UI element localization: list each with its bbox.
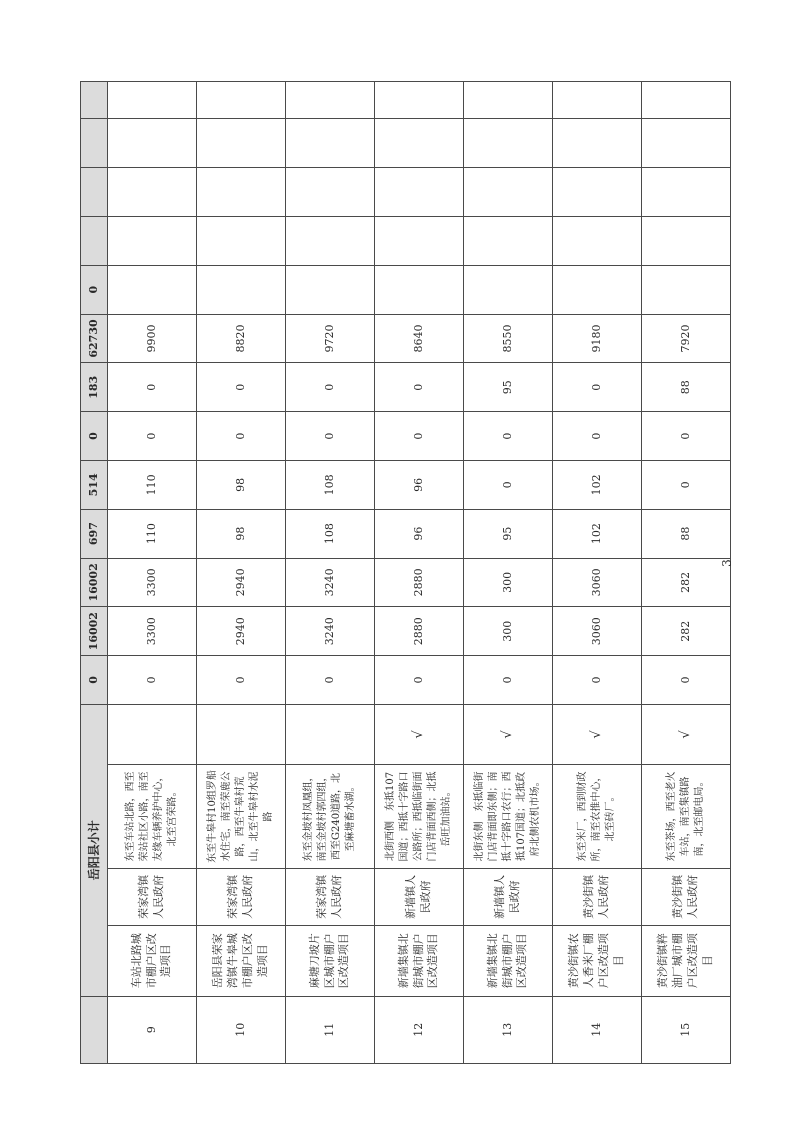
subtotal-value-cell: 62730 bbox=[81, 314, 108, 363]
value-cell bbox=[375, 217, 464, 266]
value-cell: 282 bbox=[642, 607, 731, 656]
value-cell: 0 bbox=[464, 656, 553, 705]
value-cell: 110 bbox=[108, 460, 197, 509]
table-row bbox=[375, 82, 464, 1064]
value-cell: 0 bbox=[108, 363, 197, 412]
check-mark bbox=[108, 704, 197, 764]
project-range: 东至金坡村凤凰组，南至金坡村郭四组，西至G240道路，北至麻塘畜水湖。 bbox=[286, 765, 375, 869]
value-cell: 2940 bbox=[197, 607, 286, 656]
row-number: 15 bbox=[642, 996, 731, 1063]
subtotal-row bbox=[81, 82, 108, 1064]
responsible-unit: 荣家湾镇人民政府 bbox=[197, 868, 286, 925]
table-row bbox=[197, 82, 286, 1064]
value-cell bbox=[642, 119, 731, 168]
project-name: 新墙集镇北街城市棚户区改造项目 bbox=[375, 925, 464, 996]
row-number: 10 bbox=[197, 996, 286, 1063]
subtotal-value-cell bbox=[81, 168, 108, 217]
value-cell: 0 bbox=[642, 656, 731, 705]
value-cell: 102 bbox=[553, 509, 642, 558]
subtotal-value-cell: 0 bbox=[81, 265, 108, 314]
value-cell bbox=[642, 82, 731, 119]
value-cell: 0 bbox=[553, 656, 642, 705]
row-number: 13 bbox=[464, 996, 553, 1063]
check-mark bbox=[286, 704, 375, 764]
value-cell: 0 bbox=[642, 412, 731, 461]
project-name: 黄沙街镇粹油厂城市棚户区改造项目 bbox=[642, 925, 731, 996]
value-cell: 8550 bbox=[464, 314, 553, 363]
rotated-table-wrap bbox=[80, 81, 731, 1064]
page-number: 3 bbox=[720, 559, 734, 567]
responsible-unit: 新墙镇人民政府 bbox=[464, 868, 553, 925]
value-cell: 3240 bbox=[286, 607, 375, 656]
value-cell: 102 bbox=[553, 460, 642, 509]
value-cell: 9180 bbox=[553, 314, 642, 363]
value-cell: 0 bbox=[375, 363, 464, 412]
value-cell: 2880 bbox=[375, 607, 464, 656]
check-mark: √ bbox=[642, 704, 731, 764]
value-cell: 9720 bbox=[286, 314, 375, 363]
value-cell: 2940 bbox=[197, 558, 286, 607]
value-cell: 0 bbox=[286, 363, 375, 412]
value-cell: 0 bbox=[375, 412, 464, 461]
project-name: 黄沙街镇农人香米厂棚户区改造项目 bbox=[553, 925, 642, 996]
value-cell bbox=[286, 265, 375, 314]
responsible-unit: 黄沙街镇人民政府 bbox=[642, 868, 731, 925]
value-cell bbox=[108, 265, 197, 314]
project-range: 北街西侧 东抵107国道；西抵十字路口公路所；西抵临街面门店背面西侧；北抵岳旺加油站。 bbox=[375, 765, 464, 869]
value-cell: 8820 bbox=[197, 314, 286, 363]
value-cell: 0 bbox=[286, 412, 375, 461]
check-mark: √ bbox=[375, 704, 464, 764]
project-table bbox=[80, 81, 731, 1064]
row-number: 12 bbox=[375, 996, 464, 1063]
value-cell bbox=[108, 82, 197, 119]
value-cell: 0 bbox=[464, 412, 553, 461]
project-range: 东至米厂，西到财政所，南至农推中心，北至砖厂。 bbox=[553, 765, 642, 869]
project-name: 岳阳县荣家湾镇牛皋城市棚户区改造项目 bbox=[197, 925, 286, 996]
value-cell: 98 bbox=[197, 460, 286, 509]
project-range: 北街东侧 东抵临街门店背面即东侧；南抵十字路口农行；西抵107国道；北抵政府北侧农机市场。 bbox=[464, 765, 553, 869]
value-cell: 98 bbox=[197, 509, 286, 558]
value-cell: 0 bbox=[553, 412, 642, 461]
value-cell: 95 bbox=[464, 509, 553, 558]
header-blank-cell bbox=[81, 996, 108, 1063]
value-cell bbox=[375, 82, 464, 119]
value-cell bbox=[108, 217, 197, 266]
value-cell: 3060 bbox=[553, 558, 642, 607]
value-cell: 95 bbox=[464, 363, 553, 412]
value-cell: 108 bbox=[286, 460, 375, 509]
row-number: 11 bbox=[286, 996, 375, 1063]
row-number: 9 bbox=[108, 996, 197, 1063]
subtotal-label: 岳阳县小计 bbox=[81, 704, 108, 996]
check-mark: √ bbox=[464, 704, 553, 764]
project-range: 东至茶场，西至老火车站，南至集镇路南，北至邮电局。 bbox=[642, 765, 731, 869]
subtotal-value-cell: 0 bbox=[81, 412, 108, 461]
value-cell bbox=[553, 168, 642, 217]
table-row bbox=[108, 82, 197, 1064]
subtotal-value-cell: 16002 bbox=[81, 558, 108, 607]
value-cell bbox=[553, 82, 642, 119]
table-row bbox=[553, 82, 642, 1064]
value-cell: 0 bbox=[197, 412, 286, 461]
value-cell bbox=[464, 82, 553, 119]
value-cell: 96 bbox=[375, 509, 464, 558]
value-cell: 0 bbox=[197, 363, 286, 412]
value-cell bbox=[286, 82, 375, 119]
value-cell bbox=[375, 265, 464, 314]
value-cell: 96 bbox=[375, 460, 464, 509]
value-cell bbox=[464, 217, 553, 266]
value-cell bbox=[375, 119, 464, 168]
value-cell bbox=[553, 265, 642, 314]
check-mark bbox=[197, 704, 286, 764]
table-row bbox=[642, 82, 731, 1064]
value-cell: 0 bbox=[108, 656, 197, 705]
subtotal-value-cell: 16002 bbox=[81, 607, 108, 656]
value-cell bbox=[108, 119, 197, 168]
value-cell: 0 bbox=[286, 656, 375, 705]
value-cell: 3300 bbox=[108, 558, 197, 607]
check-mark: √ bbox=[553, 704, 642, 764]
value-cell: 3300 bbox=[108, 607, 197, 656]
project-name: 车站北路城市棚户区改造项目 bbox=[108, 925, 197, 996]
value-cell: 0 bbox=[553, 363, 642, 412]
value-cell bbox=[553, 119, 642, 168]
responsible-unit: 黄沙街镇人民政府 bbox=[553, 868, 642, 925]
value-cell: 110 bbox=[108, 509, 197, 558]
value-cell bbox=[197, 168, 286, 217]
value-cell: 0 bbox=[375, 656, 464, 705]
value-cell bbox=[642, 168, 731, 217]
value-cell bbox=[286, 217, 375, 266]
value-cell: 282 bbox=[642, 558, 731, 607]
value-cell: 0 bbox=[197, 656, 286, 705]
value-cell bbox=[286, 119, 375, 168]
value-cell: 3060 bbox=[553, 607, 642, 656]
subtotal-value-cell: 514 bbox=[81, 460, 108, 509]
value-cell bbox=[197, 217, 286, 266]
responsible-unit: 荣家湾镇人民政府 bbox=[108, 868, 197, 925]
value-cell bbox=[553, 217, 642, 266]
value-cell: 88 bbox=[642, 509, 731, 558]
value-cell: 0 bbox=[642, 460, 731, 509]
value-cell bbox=[197, 119, 286, 168]
responsible-unit: 荣家湾镇人民政府 bbox=[286, 868, 375, 925]
subtotal-value-cell: 0 bbox=[81, 656, 108, 705]
value-cell: 8640 bbox=[375, 314, 464, 363]
value-cell bbox=[642, 265, 731, 314]
project-name: 新墙集镇北街城市棚户区改造项目 bbox=[464, 925, 553, 996]
value-cell: 0 bbox=[464, 460, 553, 509]
value-cell: 3240 bbox=[286, 558, 375, 607]
value-cell bbox=[464, 168, 553, 217]
subtotal-value-cell bbox=[81, 82, 108, 119]
value-cell bbox=[464, 265, 553, 314]
row-number: 14 bbox=[553, 996, 642, 1063]
responsible-unit: 新墙镇人民政府 bbox=[375, 868, 464, 925]
value-cell: 0 bbox=[108, 412, 197, 461]
subtotal-value-cell bbox=[81, 119, 108, 168]
value-cell: 7920 bbox=[642, 314, 731, 363]
value-cell: 9900 bbox=[108, 314, 197, 363]
value-cell bbox=[642, 217, 731, 266]
value-cell: 2880 bbox=[375, 558, 464, 607]
value-cell: 300 bbox=[464, 558, 553, 607]
project-range: 东至牛皋村10组罗船水住宅，南至荣鹿公路，西至牛皋村荒山，北至牛皋村水泥路 bbox=[197, 765, 286, 869]
value-cell: 300 bbox=[464, 607, 553, 656]
value-cell bbox=[286, 168, 375, 217]
value-cell bbox=[197, 82, 286, 119]
subtotal-value-cell bbox=[81, 217, 108, 266]
value-cell bbox=[464, 119, 553, 168]
value-cell: 108 bbox=[286, 509, 375, 558]
value-cell bbox=[197, 265, 286, 314]
project-name: 麻塘刀坡片区城市棚户区改造项目 bbox=[286, 925, 375, 996]
subtotal-value-cell: 697 bbox=[81, 509, 108, 558]
value-cell: 88 bbox=[642, 363, 731, 412]
table-row bbox=[286, 82, 375, 1064]
table-row bbox=[464, 82, 553, 1064]
project-range: 东至车站北路，西至荣站社区小路，南至友缘车辆养护中心，北至宫荣路。 bbox=[108, 765, 197, 869]
value-cell bbox=[375, 168, 464, 217]
value-cell bbox=[108, 168, 197, 217]
subtotal-value-cell: 183 bbox=[81, 363, 108, 412]
